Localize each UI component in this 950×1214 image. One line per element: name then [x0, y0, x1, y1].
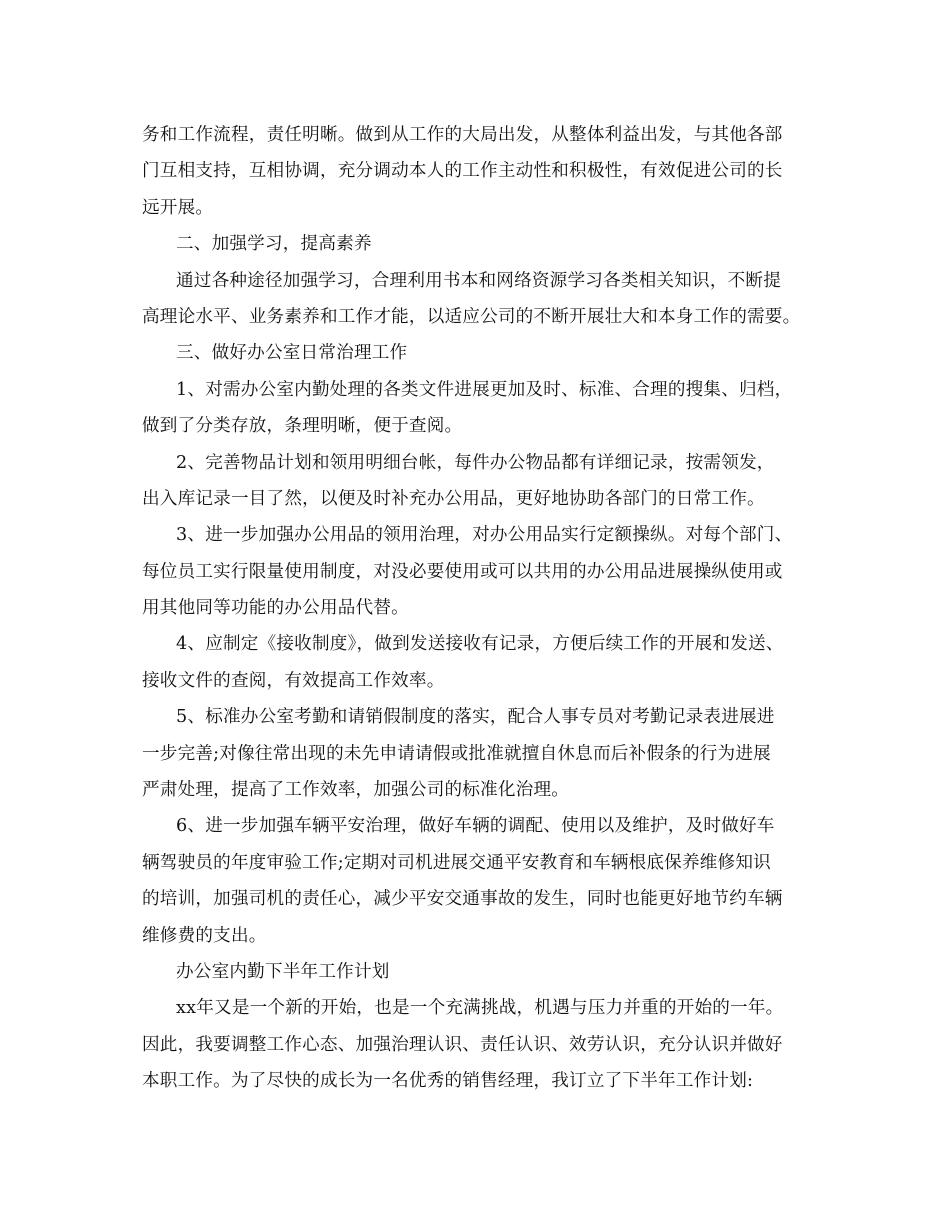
list-item-1: 1、对需办公室内勤处理的各类文件进展更加及时、标准、合理的搜集、归档， [176, 379, 793, 400]
document-body [142, 117, 832, 1100]
text-line: 用其他同等功能的办公用品代替。 [142, 598, 409, 619]
text-line: 本职工作。为了尽快的成长为一名优秀的销售经理，我订立了下半年工作计划: [142, 1071, 754, 1092]
text-line: 一步完善;对像往常出现的未先申请请假或批准就擅自休息而后补假条的行为进展 [142, 743, 771, 764]
list-item-5: 5、标准办公室考勤和请销假制度的落实，配合人事专员对考勤记录表进展进 [176, 707, 775, 728]
text-line: 出入库记录一目了然，以便及时补充办公用品，更好地协助各部门的日常工作。 [142, 488, 765, 509]
section-heading-plan: 办公室内勤下半年工作计划 [176, 961, 390, 982]
list-item-3: 3、进一步加强办公用品的领用治理，对办公用品实行定额操纵。对每个部门、 [176, 525, 793, 546]
text-line: 远开展。 [142, 197, 214, 218]
list-item-6: 6、进一步加强车辆平安治理，做好车辆的调配、使用以及维护，及时做好车 [176, 816, 775, 837]
text-line: 接收文件的查阅，有效提高工作效率。 [142, 670, 445, 691]
text-line: 的培训，加强司机的责任心，减少平安交通事故的发生，同时也能更好地节约车辆 [142, 889, 783, 910]
text-line: 务和工作流程，责任明晰。做到从工作的大局出发，从整体利益出发，与其他各部 [142, 125, 783, 145]
text-line: 高理论水平、业务素养和工作才能，以适应公司的不断开展壮大和本身工作的需要。 [142, 306, 801, 327]
text-line: 门互相支持，互相协调，充分调动本人的工作主动性和积极性，有效促进公司的长 [142, 161, 783, 182]
text-line: 做到了分类存放，条理明晰，便于查阅。 [142, 416, 463, 437]
text-line: 通过各种途径加强学习，合理利用书本和网络资源学习各类相关知识，不断提 [176, 270, 781, 291]
text-line: 因此，我要调整工作心态、加强治理认识、责任认识、效劳认识，充分认识并做好 [142, 1034, 783, 1055]
list-item-4: 4、应制定《接收制度》，做到发送接收有记录，方便后续工作的开展和发送、 [176, 634, 784, 655]
text-line: 每位员工实行限量使用制度，对没必要使用或可以共用的办公用品进展操纵使用或 [142, 561, 783, 582]
text-line: xx年又是一个新的开始，也是一个充满挑战，机遇与压力并重的开始的一年。 [176, 998, 784, 1019]
text-line: 维修费的支出。 [142, 925, 267, 946]
text-line: 严肃处理，提高了工作效率，加强公司的标准化治理。 [142, 780, 570, 801]
section-heading-learning: 二、加强学习，提高素养 [176, 234, 372, 255]
section-heading-office-management: 三、做好办公室日常治理工作 [176, 343, 408, 364]
text-line: 辆驾驶员的年度审验工作;定期对司机进展交通平安教育和车辆根底保养维修知识 [142, 852, 771, 873]
list-item-2: 2、完善物品计划和领用明细台帐，每件办公物品都有详细记录，按需领发， [176, 452, 775, 473]
